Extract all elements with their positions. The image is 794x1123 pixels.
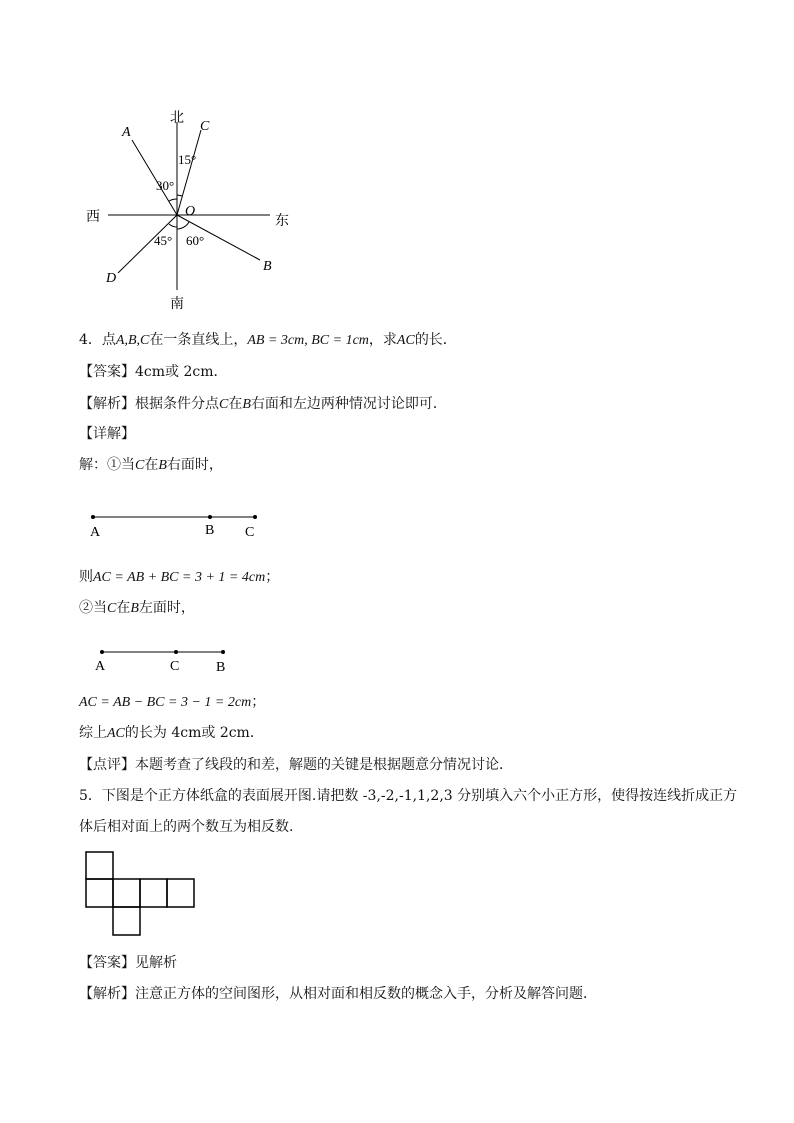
- compass-diagram: [70, 100, 310, 315]
- net-square-row-2: [113, 879, 140, 907]
- label-c: C: [200, 119, 210, 134]
- label-b: B: [263, 259, 272, 274]
- point-a-label: A: [90, 525, 101, 540]
- q4-comment: 【点评】本题考查了线段的和差，解题的关键是根据题意分情况讨论．: [79, 757, 513, 773]
- segment-diagram-2: [85, 640, 245, 680]
- point-b: [208, 515, 212, 519]
- point-b: [221, 650, 225, 654]
- q5-stem-line1: 5．下图是个正方体纸盒的表面展开图.请把数 -3,-2,-1,1,2,3 分别填入六个小正方形，使得按连线折成正方: [79, 788, 738, 804]
- net-square-row-1: [86, 879, 113, 907]
- q5-stem-line2: 体后相对面上的两个数互为相反数.: [79, 819, 294, 835]
- q4-answer: 【答案】4cm或 2cm．: [79, 364, 228, 380]
- point-c-label: C: [170, 659, 180, 674]
- angle-60-label: 60°: [186, 233, 205, 248]
- point-a: [100, 650, 104, 654]
- q4-stem: 4．点A,B,C在一条直线上，AB = 3cm, BC = 1cm，求AC的长．: [79, 332, 457, 348]
- point-a-label: A: [95, 659, 106, 674]
- q4-case1: 解：①当C在B右面时，: [79, 457, 223, 473]
- q5-answer: 【答案】见解析: [79, 955, 177, 971]
- angle-45-label: 45°: [154, 233, 173, 248]
- arc-60: [177, 222, 189, 229]
- net-square-row-3: [140, 879, 167, 907]
- point-a: [91, 515, 95, 519]
- label-south: 南: [170, 297, 184, 312]
- q5-analysis: 【解析】注意正方体的空间图形，从相对面和相反数的概念入手，分析及解答问题．: [79, 986, 597, 1002]
- label-north: 北: [170, 111, 184, 126]
- arc-30: [169, 199, 177, 201]
- q4-case2: ②当C在B左面时，: [79, 600, 195, 616]
- q4-analysis: 【解析】根据条件分点C在B右面和左边两种情况讨论即可．: [79, 396, 447, 412]
- angle-15-label: 15°: [178, 152, 197, 167]
- arc-45: [169, 224, 177, 227]
- q4-calc1: 则AC = AB + BC = 3 + 1 = 4cm；: [79, 569, 280, 585]
- point-c-label: C: [245, 525, 255, 540]
- q4-calc2: AC = AB − BC = 3 − 1 = 2cm；: [79, 694, 266, 710]
- arc-15: [177, 195, 182, 196]
- label-east: 东: [275, 214, 289, 229]
- net-square-top: [86, 852, 113, 879]
- point-c: [174, 650, 178, 654]
- ray-oc: [177, 130, 201, 215]
- label-d: D: [106, 271, 117, 286]
- point-c: [253, 515, 257, 519]
- label-a: A: [122, 125, 131, 140]
- net-square-bottom: [113, 907, 140, 935]
- point-b-label: B: [205, 523, 215, 538]
- label-o: O: [185, 204, 196, 219]
- angle-30-label: 30°: [156, 178, 175, 193]
- q4-conclusion: 综上AC的长为 4cm或 2cm．: [79, 725, 264, 741]
- net-square-row-4: [167, 879, 194, 907]
- cube-net-diagram: [82, 848, 198, 940]
- label-west: 西: [86, 210, 100, 225]
- point-b-label: B: [216, 660, 226, 675]
- segment-diagram-1: [80, 505, 280, 545]
- q4-detail-tag: 【详解】: [79, 426, 135, 442]
